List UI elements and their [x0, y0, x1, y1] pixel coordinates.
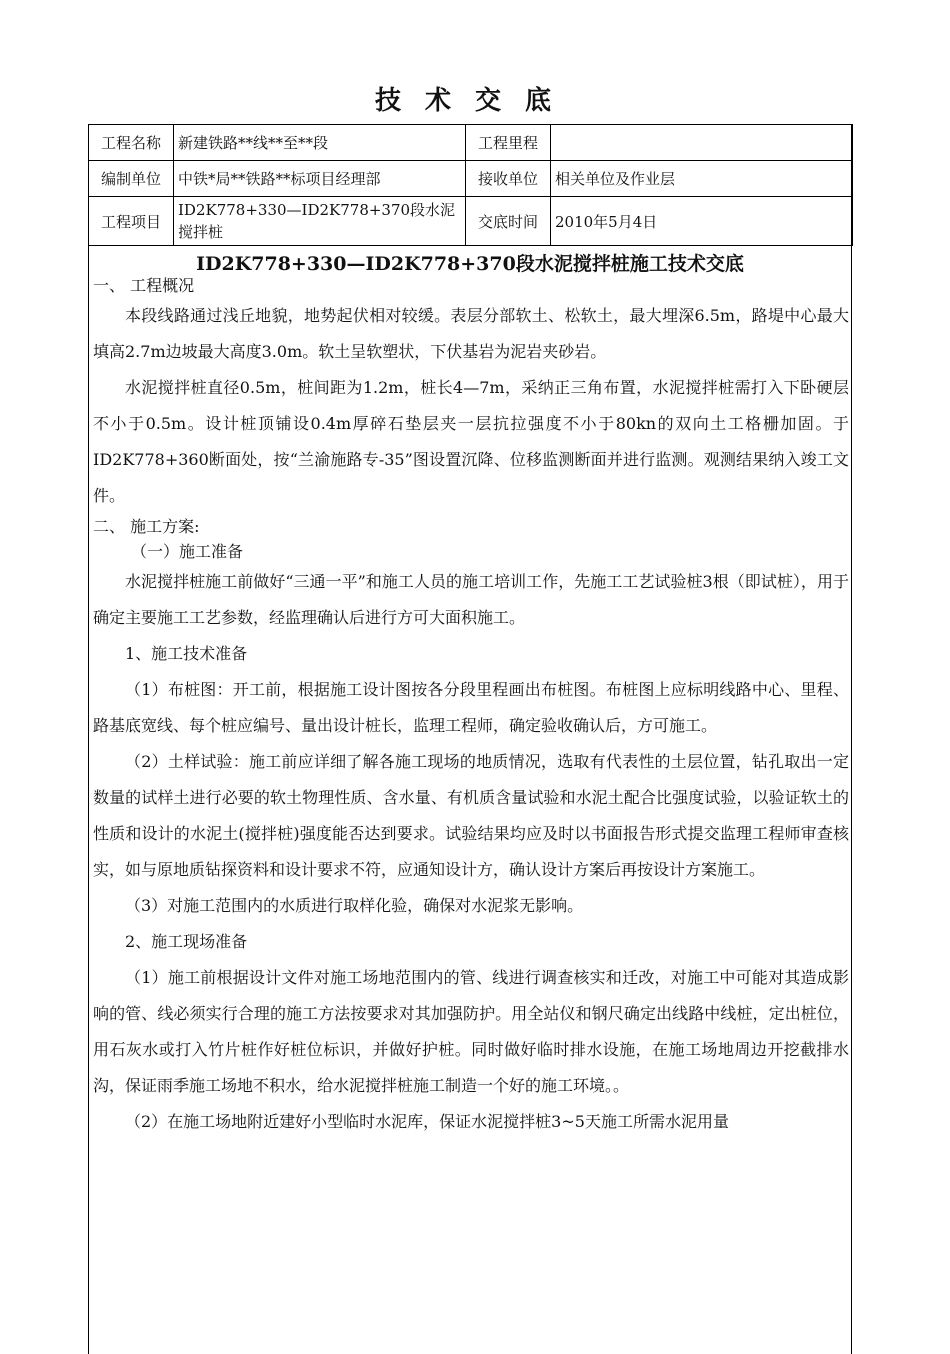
- subsection-1-title: （一）施工准备: [131, 542, 244, 561]
- receiver-label: 接收单位: [466, 161, 551, 197]
- date-value: 2010年5月4日: [551, 197, 853, 246]
- date-label: 交底时间: [466, 197, 551, 246]
- paragraph-overview-2: 水泥搅拌桩直径0.5m，桩间距为1.2m，桩长4—7m，采纳正三角布置，水泥搅拌桩需打入下卧硬层不小于0.5m。设计桩顶铺设0.4m厚碎石垫层夹一层抗拉强度不小于80kn的双向土工格栅加固。于ID2K778+360断面处，按“兰渝施路专-35”图设置沉降、位移监测断面并进行监测。观测结果纳入竣工文件。: [93, 378, 849, 505]
- page-title: 技术交底: [374, 86, 575, 116]
- paragraph-soil-test: （2）土样试验：施工前应详细了解各施工现场的地质情况，选取有代表性的土层位置，钻孔取出一定数量的试样土进行必要的软土物理性质、含水量、有机质含量试验和水泥土配合比强度试验，以验证软土的性质和设计的水泥土(搅拌桩)强度能否达到要求。试验结果均应及时以书面报告形式提交监理工程师审查核实，如与原地质钻探资料和设计要求不符，应通知设计方，确认设计方案后再按设计方案施工。: [93, 752, 849, 879]
- project-name-label: 工程名称: [89, 125, 174, 161]
- project-name-value: 新建铁路**线**至**段: [174, 125, 466, 161]
- compiler-label: 编制单位: [89, 161, 174, 197]
- info-row-item: [89, 197, 853, 246]
- project-info-table: [88, 124, 853, 246]
- paragraph-cement-storage: （2）在施工场地附近建好小型临时水泥库，保证水泥搅拌桩3~5天施工所需水泥用量: [125, 1112, 729, 1131]
- info-row-name: [89, 125, 853, 161]
- paragraph-site-pipelines: （1）施工前根据设计文件对施工场地范围内的管、线进行调查核实和迁改，对施工中可能对其造成影响的管、线必须实行合理的施工方法按要求对其加强防护。用全站仪和钢尺确定出线路中线桩，定出桩位，用石灰水或打入竹片桩作好桩位标识，并做好护桩。同时做好临时排水设施，在施工场地周边开挖截排水沟，保证雨季施工场地不积水，给水泥搅拌桩施工制造一个好的施工环境。。: [93, 968, 849, 1095]
- paragraph-pile-layout: （1）布桩图：开工前，根据施工设计图按各分段里程画出布桩图。布桩图上应标明线路中心、里程、路基底宽线、每个桩应编号、量出设计桩长，监理工程师，确定验收确认后，方可施工。: [93, 680, 849, 735]
- section-2-title: 二、 施工方案:: [93, 517, 200, 536]
- info-row-compiler: [89, 161, 853, 197]
- document-heading: ID2K778+330—ID2K778+370段水泥搅拌桩施工技术交底: [196, 253, 744, 275]
- document-body: [93, 273, 849, 1140]
- paragraph-preparation: 水泥搅拌桩施工前做好“三通一平”和施工人员的施工培训工作，先施工工艺试验桩3根（即试桩），用于确定主要施工工艺参数，经监理确认后进行方可大面积施工。: [93, 572, 849, 627]
- heading-site-preparation: 2、施工现场准备: [125, 932, 248, 951]
- mileage-value: [551, 125, 853, 161]
- item-label: 工程项目: [89, 197, 174, 246]
- section-1-title: 一、 工程概况: [93, 276, 195, 295]
- paragraph-overview-1: 本段线路通过浅丘地貌，地势起伏相对较缓。表层分部软土、松软土，最大埋深6.5m，路堤中心最大填高2.7m边坡最大高度3.0m。软土呈软塑状，下伏基岩为泥岩夹砂岩。: [93, 306, 849, 361]
- heading-tech-preparation: 1、施工技术准备: [125, 644, 248, 663]
- paragraph-water-test: （3）对施工范围内的水质进行取样化验，确保对水泥浆无影响。: [125, 896, 584, 915]
- receiver-value: 相关单位及作业层: [551, 161, 853, 197]
- compiler-value: 中铁*局**铁路**标项目经理部: [174, 161, 466, 197]
- item-value: ID2K778+330—ID2K778+370段水泥搅拌桩: [174, 197, 466, 246]
- mileage-label: 工程里程: [466, 125, 551, 161]
